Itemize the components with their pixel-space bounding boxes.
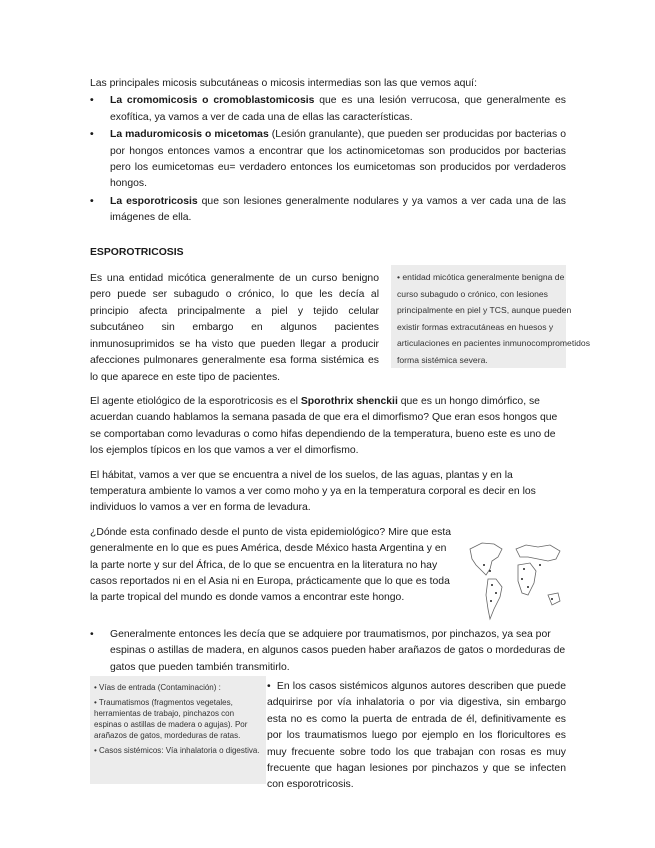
list-item-bold: La cromomicosis o cromoblastomicosis — [110, 95, 315, 107]
micosis-list — [90, 93, 566, 226]
bullet-icon: • — [267, 680, 277, 692]
slide-line: existir formas extracutáneas en huesos y — [397, 321, 554, 332]
list-item-bold: La maduromicosis o micetomas — [110, 129, 269, 141]
slide-line: curso subagudo o crónico, con lesiones — [397, 288, 548, 299]
bullet-icon: • — [90, 195, 94, 207]
slide-line: forma sistémica severa. — [397, 355, 488, 366]
paragraph-epidemiology: ¿Dónde esta confinado desde el punto de vista epidemiológico? Mire que esta generalmente en lo que es pues América, desde México hasta Argentina y en la parte norte y sur del África, de lo que se encuentra en la literatura no hay casos reportados ni en el Asia ni en Europa, prácticamente que lo que es toda la parte tropical del mundo es donde vamos a encontrar este hongo. — [90, 526, 452, 604]
slide-item: • Vías de entrada (Contaminación) : — [94, 682, 221, 692]
bullet-icon: • — [90, 129, 94, 141]
list-item-bold: La esporotricosis — [110, 195, 198, 207]
paragraph-text: El agente etiológico de la esporotricosis es el — [90, 395, 301, 407]
transmission-block — [90, 627, 566, 794]
list-item — [90, 194, 566, 227]
bullet-icon: • — [90, 95, 94, 107]
paragraph-agent — [90, 394, 566, 460]
list-item-text: En los casos sistémicos algunos autores describen que puede adquirirse por vía inhalatoria o por via digestiva, sin embargo esta no es como la puerta de entrada de él, definitivamente es por los traumatismos luego por ejemplo en los floricultores es muy frecuente sobre todo los que trabajan con rosas es muy frecuente que hagan lesiones por pinchazos y que se infecten con esporotricosis. — [267, 680, 566, 791]
slide-image-definition — [391, 265, 590, 368]
list-item-text: que es una lesión verrucosa, que generalmente es exofítica, ya vamos a ver de cada una de ellas las características. — [110, 95, 566, 123]
slide-item: • Casos sistémicos: Vía inhalatoria o digestiva. — [94, 745, 260, 755]
list-item — [90, 127, 566, 193]
epidemiology-block — [90, 525, 566, 607]
organism-name: Sporothrix shenckii — [300, 395, 398, 407]
list-item-text: Generalmente entonces les decía que se adquiere por traumatismos, por pinchazos, ya sea por espinas o astillas de madera, en algunos casos pueden haber arañazos de gatos o mordeduras de gatos que pueden también transmitirlo. — [110, 628, 566, 673]
list-item — [267, 679, 566, 794]
intro-text: Las principales micosis subcutáneas o micosis intermedias son las que vemos aquí: — [90, 78, 477, 89]
list-item — [90, 627, 566, 676]
world-map-image — [464, 535, 566, 627]
list-item-text: que son lesiones generalmente nodulares y ya vamos a ver cada una de las imágenes de ella. — [110, 195, 567, 224]
slide-image-transmission — [90, 676, 266, 784]
bullet-icon: • — [90, 628, 94, 640]
slide-line: principalmente en piel y TCS, aunque pueden — [397, 305, 572, 316]
section-title: ESPOROTRICOSIS — [90, 246, 184, 258]
slide-line: • entidad micótica generalmente benigna de — [397, 272, 565, 283]
paragraph-definition: Es una entidad micótica generalmente de un curso benigno pero puede ser subagudo o crónico, lo que les decía al principio afecta principalmente a piel y tejido celular subcutáneo sin embargo en algunos pacientes inmunosuprimidos se ha visto que pueden llegar a producir afecciones pulmonares generalmente esa forma sistémica es lo que aparece en este tipo de pacientes. — [90, 273, 379, 383]
slide-item: • Traumatismos (fragmentos vegetales, herramientas de trabajo, pinchazos con espinas o astillas de madera o agujas). Por arañazos de gatos, mordeduras de ratas. — [94, 697, 248, 740]
paragraph-text: que es un hongo dimórfico, se acuerdan cuando hablamos la semana pasada de que era el dimorfismo? Que eran esos hongos que se comportaban como levaduras o como hifas dependiendo de la temperatura, bueno este es uno de los ejemplos típicos en los que vamos a ver el dimorfismo. — [90, 395, 558, 457]
document-page — [90, 76, 590, 794]
paragraph-habitat: El hábitat, vamos a ver que se encuentra a nivel de los suelos, de las aguas, plantas y en la temperatura ambiente lo vamos a ver como moho y ya en la temperatura corporal es decir en los individuos lo vamos a ver en forma de levadura. — [90, 469, 536, 514]
list-item — [90, 93, 566, 126]
slide-line: articulaciones en pacientes inmunocomprometidos — [397, 338, 590, 349]
list-item-text: (Lesión granulante), que pueden ser producidas por bacterias o por hongos entonces vamos a encontrar que los actinomicetomas son producidos por bacterias pero los eumicetomas eu= verdadero entonces los eumicetomas son producidos por verdaderos hongos. — [110, 129, 566, 190]
